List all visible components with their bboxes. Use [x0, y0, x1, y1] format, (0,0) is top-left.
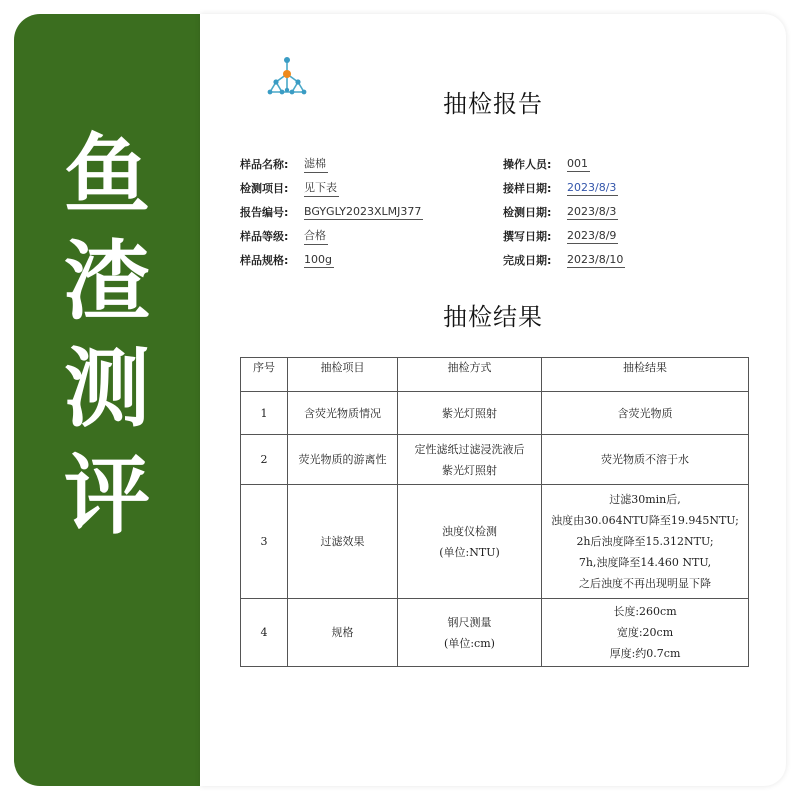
- field-label: 样品名称:: [240, 158, 289, 171]
- result-line: 含荧光物质: [617, 406, 673, 420]
- field-label: 样品规格:: [240, 254, 289, 267]
- method-line: 紫光灯照射: [442, 463, 497, 477]
- field-label: 完成日期:: [503, 254, 552, 267]
- field-row: [240, 176, 423, 200]
- side-title-char: 渣: [64, 232, 150, 332]
- table-row: [241, 485, 749, 599]
- field-value: 见下表: [304, 179, 339, 197]
- field-label: 检测项目:: [240, 182, 289, 195]
- side-title-char: 测: [64, 339, 150, 439]
- row-result: [542, 599, 749, 667]
- column-header: 序号: [241, 358, 288, 392]
- row-method: [398, 599, 542, 667]
- info-fields-left: [240, 152, 423, 272]
- method-line: 浊度仪检测: [442, 524, 497, 538]
- result-line: 长度:260cm: [613, 605, 677, 618]
- row-result: [542, 485, 749, 599]
- field-value: 2023/8/3: [567, 204, 617, 218]
- result-table: [240, 357, 749, 667]
- field-value: 001: [567, 156, 588, 170]
- field-row: [240, 152, 423, 176]
- field-row: [503, 248, 625, 272]
- report-title: 抽检报告: [443, 90, 543, 118]
- method-line: 紫光灯照射: [442, 406, 497, 420]
- result-section-title: 抽检结果: [443, 303, 543, 331]
- table-row: [241, 392, 749, 435]
- result-line: 宽度:20cm: [616, 626, 674, 639]
- row-number: 3: [241, 485, 288, 599]
- method-line: 钢尺测量: [447, 615, 492, 629]
- result-line: 荧光物质不溶于水: [601, 453, 689, 466]
- side-title-char: 鱼: [64, 125, 150, 225]
- column-header: 抽检结果: [542, 358, 749, 392]
- field-value-link[interactable]: 2023/8/3: [567, 180, 617, 194]
- table-header-row: [241, 358, 749, 392]
- field-label: 接样日期:: [503, 182, 552, 195]
- field-value: BGYGLY2023XLMJ377: [304, 204, 422, 218]
- info-fields-right: [503, 152, 625, 272]
- field-row: [503, 224, 625, 248]
- field-label: 样品等级:: [240, 230, 289, 243]
- row-item: 荧光物质的游离性: [288, 435, 398, 485]
- side-title: [14, 122, 200, 550]
- result-line: 7h,浊度降至14.460 NTU,: [578, 556, 712, 569]
- row-method: [398, 485, 542, 599]
- row-result: [542, 392, 749, 435]
- field-value: 2023/8/9: [567, 228, 617, 242]
- result-line: 2h后浊度降至15.312NTU;: [576, 535, 714, 548]
- row-method: [398, 435, 542, 485]
- field-label: 操作人员:: [503, 158, 552, 171]
- row-result: [542, 435, 749, 485]
- field-row: [503, 152, 625, 176]
- field-row: [503, 176, 625, 200]
- column-header: 抽检方式: [398, 358, 542, 392]
- field-value: 100g: [304, 252, 332, 266]
- method-line: (单位:cm): [444, 636, 495, 650]
- row-number: 2: [241, 435, 288, 485]
- field-row: [240, 248, 423, 272]
- result-line: 浊度由30.064NTU降至19.945NTU;: [551, 514, 739, 527]
- method-line: (单位:NTU): [439, 545, 500, 559]
- method-line: 定性滤纸过滤浸洗液后: [414, 442, 525, 456]
- field-value: 2023/8/10: [567, 252, 624, 266]
- side-title-char: 评: [64, 446, 150, 546]
- result-line: 过滤30min后,: [609, 493, 681, 506]
- row-item: 含荧光物质情况: [288, 392, 398, 435]
- field-value: 滤棉: [304, 155, 328, 173]
- field-row: [240, 224, 423, 248]
- table-row: [241, 435, 749, 485]
- field-row: [240, 200, 423, 224]
- row-number: 1: [241, 392, 288, 435]
- field-value: 合格: [304, 227, 328, 245]
- field-row: [503, 200, 625, 224]
- side-panel: [14, 14, 200, 786]
- result-line: 之后浊度不再出现明显下降: [579, 577, 711, 590]
- result-line: 厚度:约0.7cm: [609, 647, 681, 660]
- row-item: 过滤效果: [288, 485, 398, 599]
- row-method: [398, 392, 542, 435]
- field-label: 检测日期:: [503, 206, 552, 219]
- row-number: 4: [241, 599, 288, 667]
- row-item: 规格: [288, 599, 398, 667]
- table-row: [241, 599, 749, 667]
- field-label: 报告编号:: [240, 206, 289, 219]
- field-label: 撰写日期:: [503, 230, 552, 243]
- column-header: 抽检项目: [288, 358, 398, 392]
